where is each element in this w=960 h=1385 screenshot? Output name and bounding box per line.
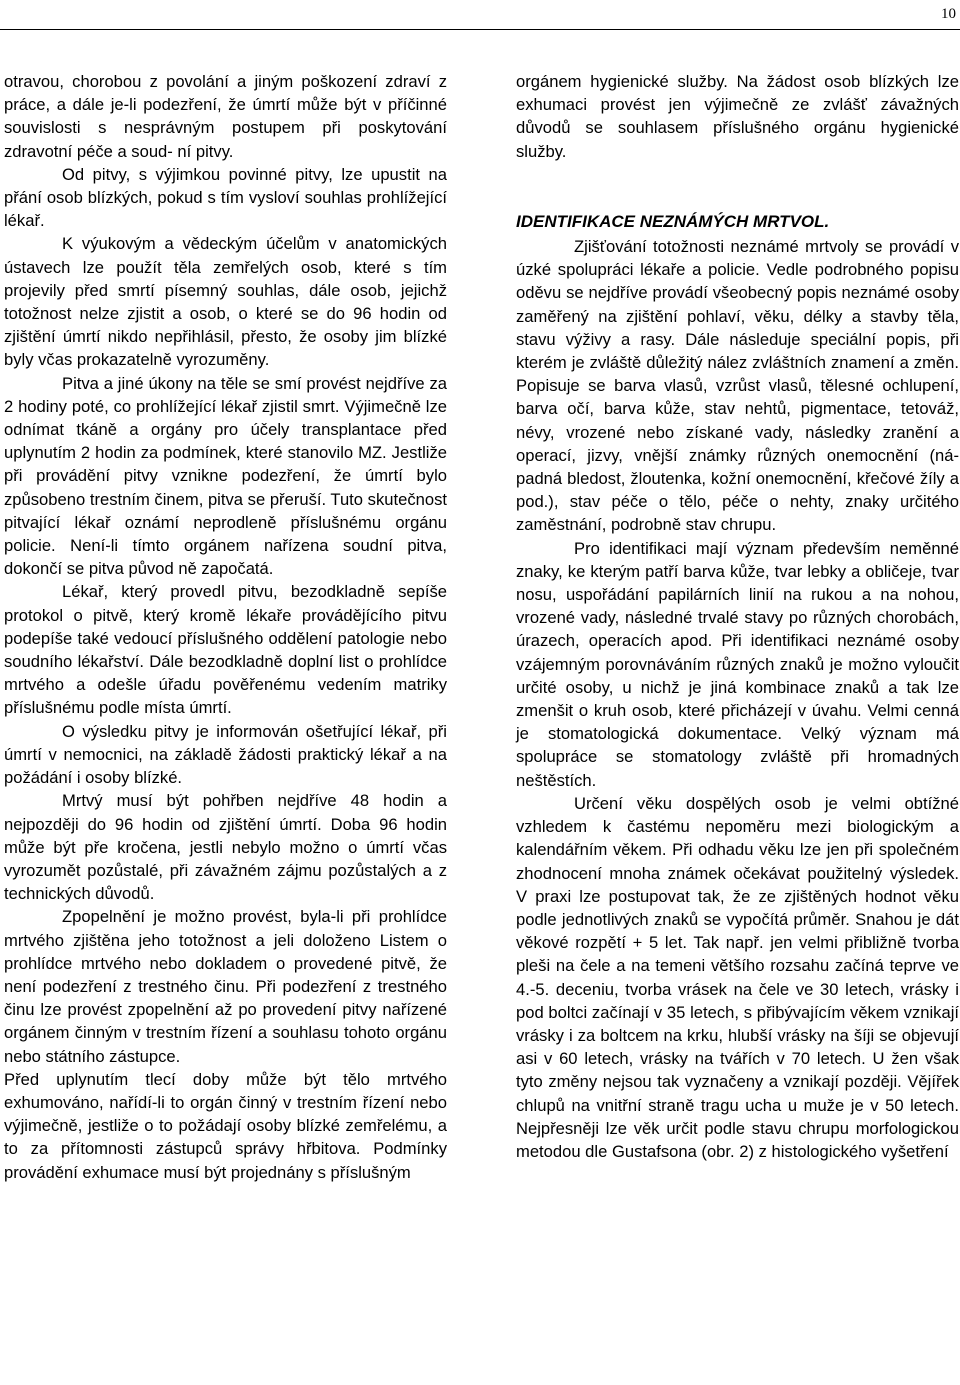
paragraph: Před uplynutím tlecí doby může být tělo mrtvého exhumováno, nařídí-li to orgán činný v trestním řízení nebo výjimečně, jestliže o to požádají osoby blízké zemřelému, a to za přítomnosti zástupců správy hřbitova. Podmínky provádění exhumace musí být projednány s příslušným [4,1069,447,1182]
header-rule [0,29,960,30]
section-heading: IDENTIFIKACE NEZNÁMÝCH MRTVOL. [516,211,830,231]
left-column [4,70,447,1184]
paragraph: Zjišťování totožnosti neznámé mrtvoly se provádí v úzké spolupráci lékaře a policie. Vedle podrobného popisu oděvu se nejdříve provádí všeobecný popis neznámé osoby zaměřený na zjištění pohlaví, věku, délky a stavby těla, stavu výživy a rasy. Dále následuje speciální popis, při kterém je zvláště důležitý nález zvláštních znamení a změn. Popisuje se barva vlasů, vzrůst vlasů, tělesné ochlupení, barva očí, barva kůže, stav nehtů, pigmentace, tetováž, névy, vrozené nebo získané vady, následky zranění a operací, jizvy, vnější známky různých onemocnění (nápadná bledost, žloutenka, kožní onemocnění, křečové žíly a pod.), stav péče o tělo, péče o nehty, znaky určitého zaměstnání, podrobně stav chrupu. [516,237,959,535]
paragraph: K výukovým a vědeckým účelům v anatomických ústavech lze použít těla zemřelých osob, které s tím projevily před smrtí písemný souhlas, dále osob, jejichž totožnost nelze zjistit a osob, o které se do 96 hodin od zjištění úmrtí nikdo nepřihlásil, přesto, že osoby jim blízké byly včas prokazatelně vyrozuměny. [4,234,447,370]
paragraph: Lékař, který provedl pitvu, bezodkladně sepíše protokol o pitvě, který kromě lékaře provádějícího pitvu podepíše také vedoucí příslušného oddělení patologie nebo soudního lékařství. Dále bezodkladně doplní list o prohlídce mrtvého a odešle úřadu pověřenému vedením matriky příslušnému podle místa úmrtí. [4,582,447,718]
spacer [516,163,959,210]
paragraph: Pro identifikaci mají význam především neměnné znaky, ke kterým patří barva kůže, tvar lebky a obličeje, tvar nosu, uspořádání papilárních linií na rukou a na nohou, vrozené vady, následné trvalé stavy po různých chorobách, úrazech, operacích apod. Při identifikaci neznámé osoby vzájemným porovnáváním různých znaků je možno vyloučit určité osoby, u nichž je jiná kombinace znaků a tak lze zmenšit o kruh osob, které přicházejí v úvahu. Velmi cenná je stomatologická dokumentace. Velký význam má spolupráce se stomatology zvláště při hromadných neštěstích. [516,538,959,790]
paragraph: Určení věku dospělých osob je velmi obtížné vzhledem k častému nepoměru mezi biologickým a kalendářním věkem. Při odhadu věku lze jen při společném zhodnocení mnoha známek očekávat použitelný výsledek. V praxi lze postupovat tak, že ze zjištěných hodnot věku podle jednotlivých znaků se vypočítá průměr. Snahou je dát věkové rozpětí + 5 let. Tak např. jen velmi přibližně tvorba pleši na čele a na temeni většího rozsahu začíná teprve ve 4.-5. deceniu, tvorba vrásek na čele ve 30 letech, vrásky i pod boltci začínají v 35 letech, s přibývajícím věkem vznikají vrásky i za boltcem na krku, hlubší vrásky na šíji se objevují asi v 60 letech, vrásky na tvářích v 70 letech. U žen však tyto změny nejsou tak vyznačeny a vznikají později. Vějířek chlupů na vnitřní straně tragu ucha u muže je v 50 letech. Nejpřesněji lze věk určit podle stavu chrupu morfologickou metodou dle Gustafsona (obr. 2) z histologického vyšetření [516,793,959,1161]
paragraph: orgánem hygienické služby. Na žádost osob blízkých lze exhumaci provést jen výjimečně ze zvlášť závažných důvodů se souhlasem příslušného orgánu hygienické služby. [516,72,959,161]
paragraph: Zpopelnění je možno provést, byla-li při prohlídce mrtvého zjištěna jeho totožnost a jeli doloženo Listem o prohlídce mrtvého nebo dokladem o provedené pitvě, že není podezření z trestného činu. Při podezření z trestného činu lze provést zpopelnění až po provedení pitvy nařízené orgánem činným v trestním řízení a souhlasu tohoto orgánu nebo státního zástupce. [4,907,447,1066]
paragraph: Pitva a jiné úkony na těle se smí provést nejdříve za 2 hodiny poté, co prohlížející lékař zjistil smrt. Výjimečně lze odnímat tkáně a orgány pro účely transplantace před uplynutím 2 hodin za podmínek, které stanovilo MZ. Jestliže při provádění pitvy vznikne podezření, že úmrtí bylo způsobeno trestním činem, pitva se přeruší. Tuto skutečnost pitvající lékař oznámí neprodleně příslušnému orgánu policie. Není-li tímto orgánem nařízena soudní pitva, dokončí se pitva původ ně započatá. [4,373,447,579]
page-number: 10 [941,6,956,22]
paragraph: Mrtvý musí být pohřben nejdříve 48 hodin a nejpozději do 96 hodin od zjištění úmrtí. Doba 96 hodin může být pře kročena, jestli nebylo možno o úmrtí včas vyrozumět pozůstalé, při závažném zájmu pozůstalých a z technických důvodů. [4,791,447,904]
paragraph: O výsledku pitvy je informován ošetřující lékař, při úmrtí v nemocnici, na základě žádosti praktický lékař a na požádání i osoby blízké. [4,721,447,788]
paragraph: Od pitvy, s výjimkou povinné pitvy, lze upustit na přání osob blízkých, pokud s tím vysloví souhlas prohlížející lékař. [4,164,447,231]
paragraph: otravou, chorobou z povolání a jiným poškození zdraví z práce, a dále je-li podezření, že úmrtí může být v příčinné souvislosti s nesprávným postupem při poskytování zdravotní péče a soud- ní pitvy. [4,72,447,161]
right-column [516,70,959,1163]
